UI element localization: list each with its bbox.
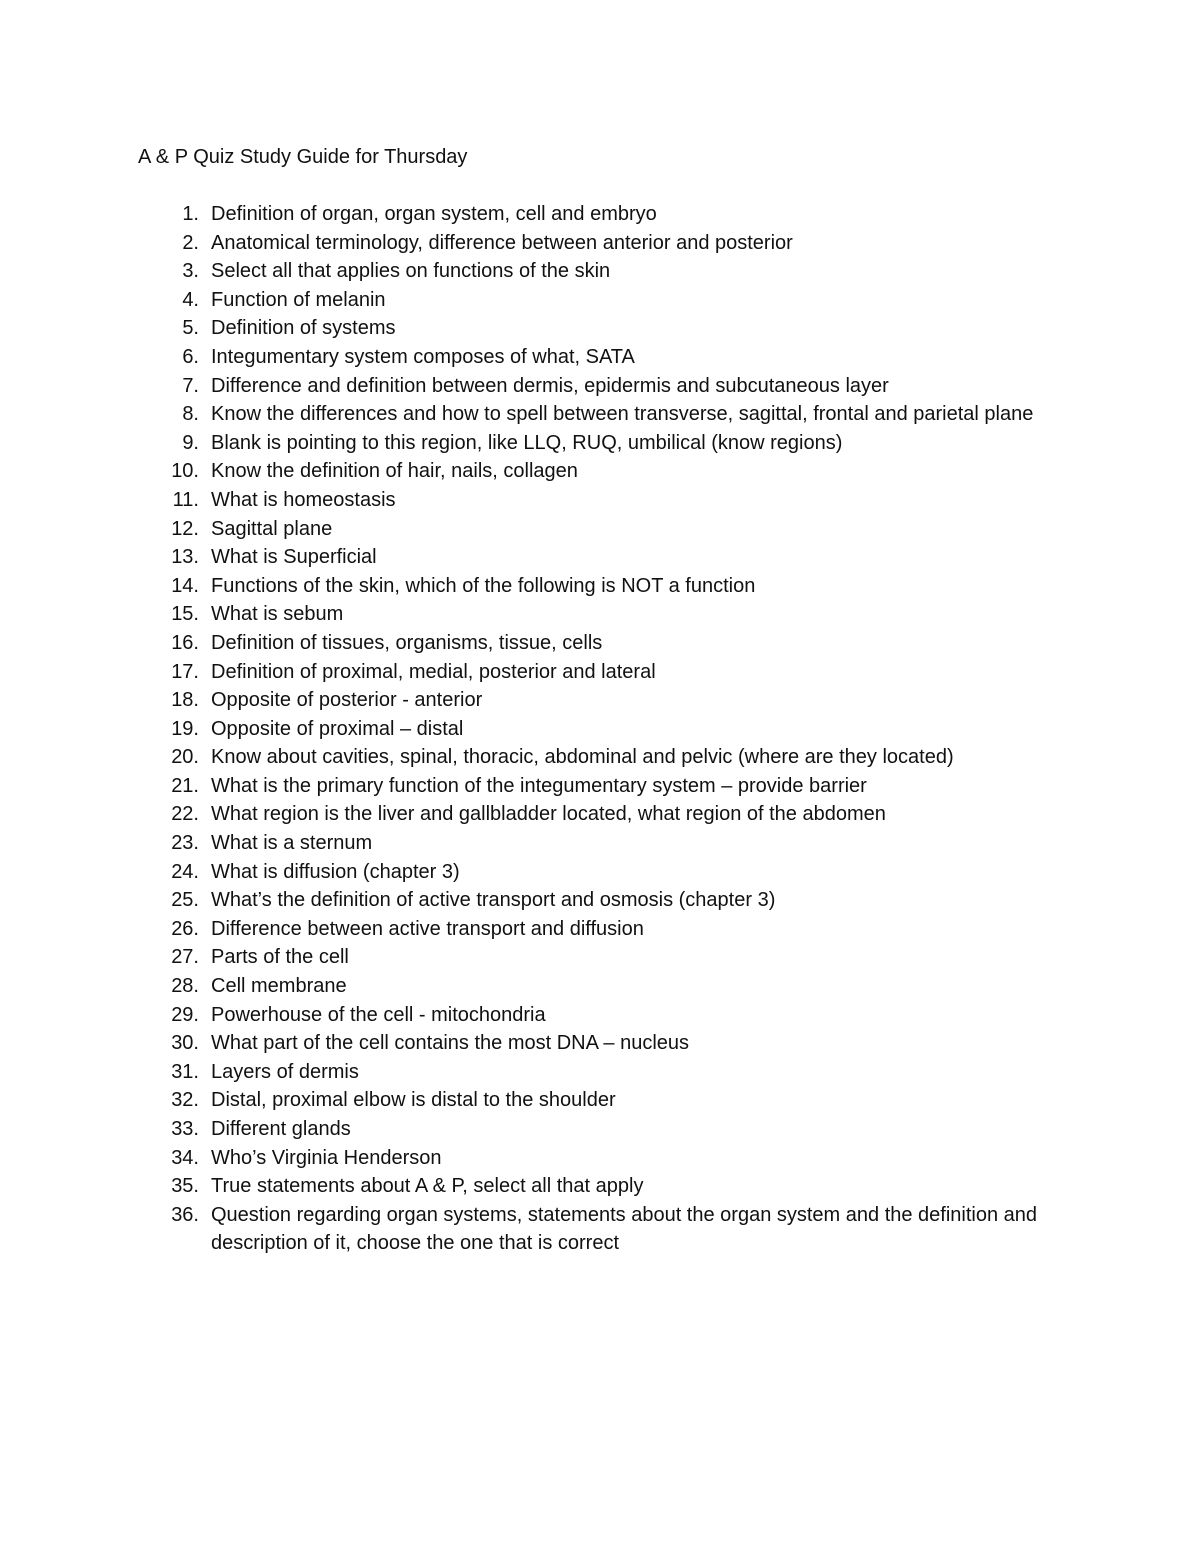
- list-item-number: 3.: [182, 260, 199, 283]
- study-guide-list: [138, 200, 1068, 1258]
- list-item-text: What is sebum: [211, 603, 344, 626]
- list-item: [138, 572, 1068, 601]
- list-item-text: Functions of the skin, which of the following is NOT a function: [211, 574, 756, 597]
- list-item: [138, 429, 1068, 458]
- list-item-number: 11.: [172, 488, 199, 511]
- list-item-text: Definition of tissues, organisms, tissue, cells: [211, 631, 603, 654]
- list-item-number: 18.: [171, 689, 199, 712]
- list-item: [138, 372, 1068, 401]
- list-item-text: Integumentary system composes of what, SATA: [211, 345, 635, 368]
- list-item-number: 13.: [171, 546, 199, 569]
- list-item-number: 26.: [171, 917, 199, 940]
- list-item-number: 29.: [171, 1003, 199, 1026]
- list-item-number: 4.: [182, 288, 199, 311]
- list-item: [138, 1172, 1068, 1201]
- list-item: [138, 772, 1068, 801]
- list-item-text: What is homeostasis: [211, 488, 396, 511]
- list-item: [138, 686, 1068, 715]
- list-item: [138, 829, 1068, 858]
- list-item-number: 2.: [182, 231, 199, 254]
- list-item: [138, 1086, 1068, 1115]
- document-title: A & P Quiz Study Guide for Thursday: [138, 146, 468, 168]
- list-item-text: Who’s Virginia Henderson: [211, 1146, 442, 1169]
- list-item: [138, 343, 1068, 372]
- list-item: [138, 286, 1068, 315]
- list-item-number: 33.: [171, 1118, 199, 1140]
- list-item: [138, 229, 1068, 258]
- list-item-text: Layers of dermis: [211, 1060, 359, 1083]
- list-item-text: Know the differences and how to spell between transverse, sagittal, frontal and parietal plane: [211, 403, 1034, 426]
- list-item-text: What’s the definition of active transport and osmosis (chapter 3): [211, 889, 776, 912]
- list-item-text: Difference and definition between dermis, epidermis and subcutaneous layer: [211, 374, 889, 397]
- list-item-text: What is a sternum: [211, 832, 373, 855]
- list-item: [138, 1201, 1068, 1258]
- list-item: [138, 1144, 1068, 1173]
- list-item-text: Anatomical terminology, difference between anterior and posterior: [211, 231, 793, 254]
- list-item-text: Opposite of posterior - anterior: [211, 689, 483, 712]
- list-item-text: Blank is pointing to this region, like LLQ, RUQ, umbilical (know regions): [211, 431, 843, 454]
- list-item: [138, 600, 1068, 629]
- list-item-text: Different glands: [211, 1118, 351, 1140]
- list-item-number: 12.: [171, 517, 199, 540]
- list-item-text: What is the primary function of the integumentary system – provide barrier: [211, 774, 867, 797]
- list-item-text: What is diffusion (chapter 3): [211, 860, 460, 883]
- list-item-text: Definition of proximal, medial, posterior and lateral: [211, 660, 656, 683]
- list-item: [138, 314, 1068, 343]
- list-item-number: 17.: [171, 660, 199, 683]
- list-item-text: Know about cavities, spinal, thoracic, abdominal and pelvic (where are they located): [211, 746, 954, 769]
- list-item-text: Function of melanin: [211, 288, 386, 311]
- list-item-number: 9.: [182, 431, 199, 454]
- list-item-text: Parts of the cell: [211, 946, 349, 969]
- list-item-number: 35.: [171, 1175, 199, 1198]
- list-item-number: 20.: [171, 746, 199, 769]
- list-item-number: 10.: [171, 460, 199, 483]
- list-item: [138, 800, 1068, 829]
- list-item: [138, 257, 1068, 286]
- list-item-number: 5.: [182, 317, 199, 340]
- list-item-text: Opposite of proximal – distal: [211, 717, 464, 740]
- list-item-text: Definition of organ, organ system, cell and embryo: [211, 203, 657, 225]
- list-item-number: 25.: [171, 889, 199, 912]
- list-item: [138, 486, 1068, 515]
- list-item-number: 6.: [182, 345, 199, 368]
- list-item-text: Powerhouse of the cell - mitochondria: [211, 1003, 546, 1026]
- list-item: [138, 858, 1068, 887]
- list-item: [138, 972, 1068, 1001]
- list-item: [138, 1058, 1068, 1087]
- list-item-text: Know the definition of hair, nails, collagen: [211, 460, 578, 483]
- list-item-text: Distal, proximal elbow is distal to the shoulder: [211, 1089, 616, 1112]
- list-item: [138, 1115, 1068, 1144]
- list-item-number: 16.: [171, 631, 199, 654]
- list-item: [138, 658, 1068, 687]
- list-item-number: 21.: [171, 774, 199, 797]
- list-item: [138, 629, 1068, 658]
- list-item-text: True statements about A & P, select all that apply: [211, 1175, 644, 1198]
- list-item: [138, 715, 1068, 744]
- list-item-number: 23.: [171, 832, 199, 855]
- list-item-text: What region is the liver and gallbladder located, what region of the abdomen: [211, 803, 886, 826]
- list-item: [138, 943, 1068, 972]
- list-item-number: 8.: [182, 403, 199, 426]
- list-item-number: 31.: [171, 1060, 199, 1083]
- list-item-number: 36.: [171, 1203, 199, 1226]
- list-item: [138, 915, 1068, 944]
- list-item-text: Cell membrane: [211, 975, 347, 998]
- list-item-number: 34.: [171, 1146, 199, 1169]
- list-item-text: What part of the cell contains the most DNA – nucleus: [211, 1032, 690, 1055]
- list-item-number: 19.: [171, 717, 199, 740]
- list-item: [138, 1029, 1068, 1058]
- list-item-number: 1.: [182, 203, 199, 225]
- list-item: [138, 400, 1068, 429]
- list-item-text: Sagittal plane: [211, 517, 333, 540]
- list-item-text: Select all that applies on functions of the skin: [211, 260, 611, 283]
- list-item-number: 15.: [171, 603, 199, 626]
- list-item-number: 22.: [171, 803, 199, 826]
- list-item-number: 24.: [171, 860, 199, 883]
- list-item-text: Question regarding organ systems, statements about the organ system and the definition and description of it, choose the one that is correct: [211, 1203, 1038, 1255]
- list-item: [138, 543, 1068, 572]
- list-item-number: 30.: [171, 1032, 199, 1055]
- list-item: [138, 1001, 1068, 1030]
- list-item-number: 32.: [171, 1089, 199, 1112]
- list-item: [138, 743, 1068, 772]
- list-item-text: Difference between active transport and diffusion: [211, 917, 644, 940]
- list-item-number: 28.: [171, 975, 199, 998]
- list-item: [138, 886, 1068, 915]
- list-item-text: What is Superficial: [211, 546, 377, 569]
- list-item-number: 7.: [182, 374, 199, 397]
- list-item: [138, 515, 1068, 544]
- list-item-number: 14.: [171, 574, 199, 597]
- list-item-text: Definition of systems: [211, 317, 396, 340]
- list-item: [138, 457, 1068, 486]
- list-item-number: 27.: [171, 946, 199, 969]
- list-item: [138, 200, 1068, 229]
